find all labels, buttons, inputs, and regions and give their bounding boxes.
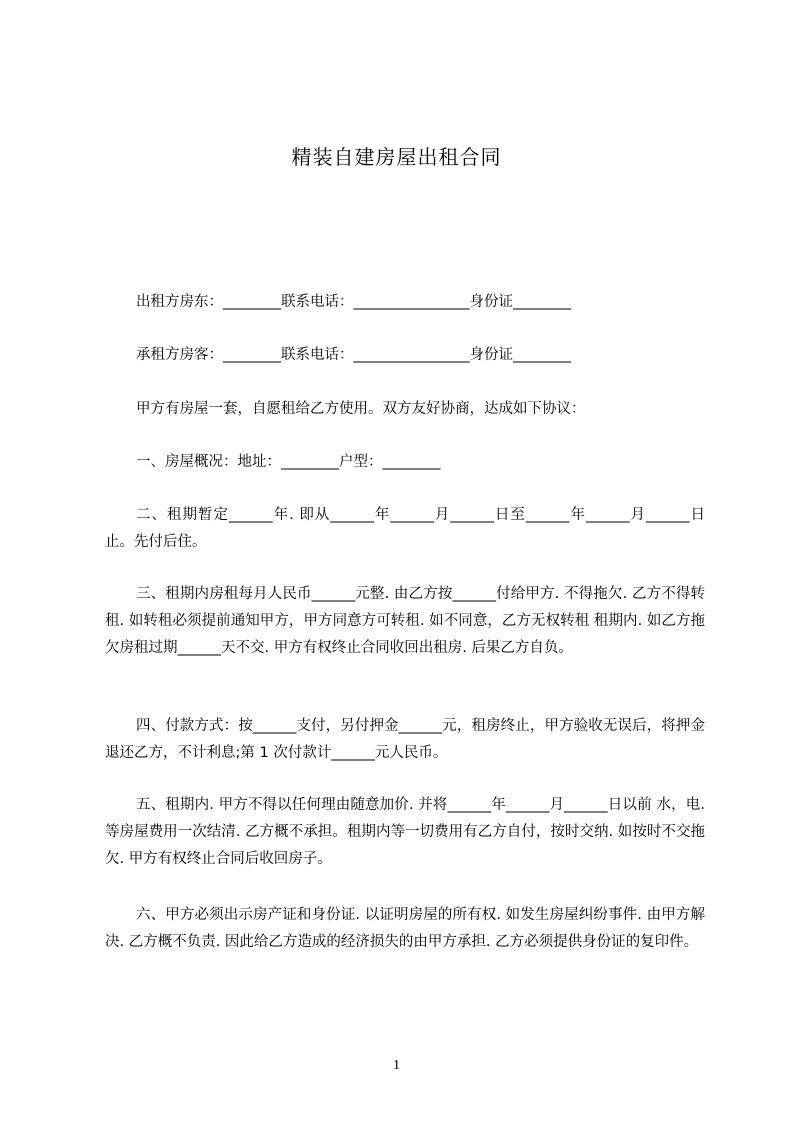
contract-title: 精装自建房屋出租合同 [291, 145, 502, 169]
clause-monthly-rent: 三、租期内房租每月人民币______元整. 由乙方按______付给甲方. 不得拖欠. 乙方不得转租. 如转租必须提前通知甲方，甲方同意方可转租. 如不同意，乙方无权转租 租期内. 如乙方拖欠房租过期______天不交. 甲方有权终止合同收回出租房. 后果乙方自负。 [105, 586, 705, 656]
clause-ownership-proof: 六、甲方必须出示房产证和身份证. 以证明房屋的所有权. 如发生房屋纠纷事件. 由甲方解决. 乙方概不负责. 因此给乙方造成的经济损失的由甲方承担. 乙方必须提供身份证的复印件。 [105, 907, 705, 950]
tenant-info-line: 承租方房客：________联系电话：________________身份证________ [136, 347, 571, 363]
clause-house-overview: 一、房屋概况：地址：________户型：________ [136, 454, 441, 470]
preamble-text: 甲方有房屋一套，自愿租给乙方使用。双方友好协商，达成如下协议： [136, 401, 586, 417]
landlord-info-line: 出租方房东：________联系电话：________________身份证________ [136, 294, 571, 310]
page-number: 1 [393, 1058, 400, 1073]
clause-payment-method: 四、付款方式：按______支付，另付押金______元，租房终止，甲方验收无误后，将押金退还乙方，不计利息;第 1 次付款计______元人民币。 [105, 718, 705, 761]
clause-fee-settlement: 五、租期内. 甲方不得以任何理由随意加价. 并将______年______月______日以前 水，电. 等房屋费用一次结清. 乙方概不承担。租期内等一切费用有乙方自付，按时交纳. 如按时不交拖欠. 甲方有权终止合同后收回房子。 [105, 797, 705, 867]
clause-lease-term: 二、租期暂定______年. 即从______年______月______日至______年______月______日止。先付后住。 [105, 507, 705, 550]
